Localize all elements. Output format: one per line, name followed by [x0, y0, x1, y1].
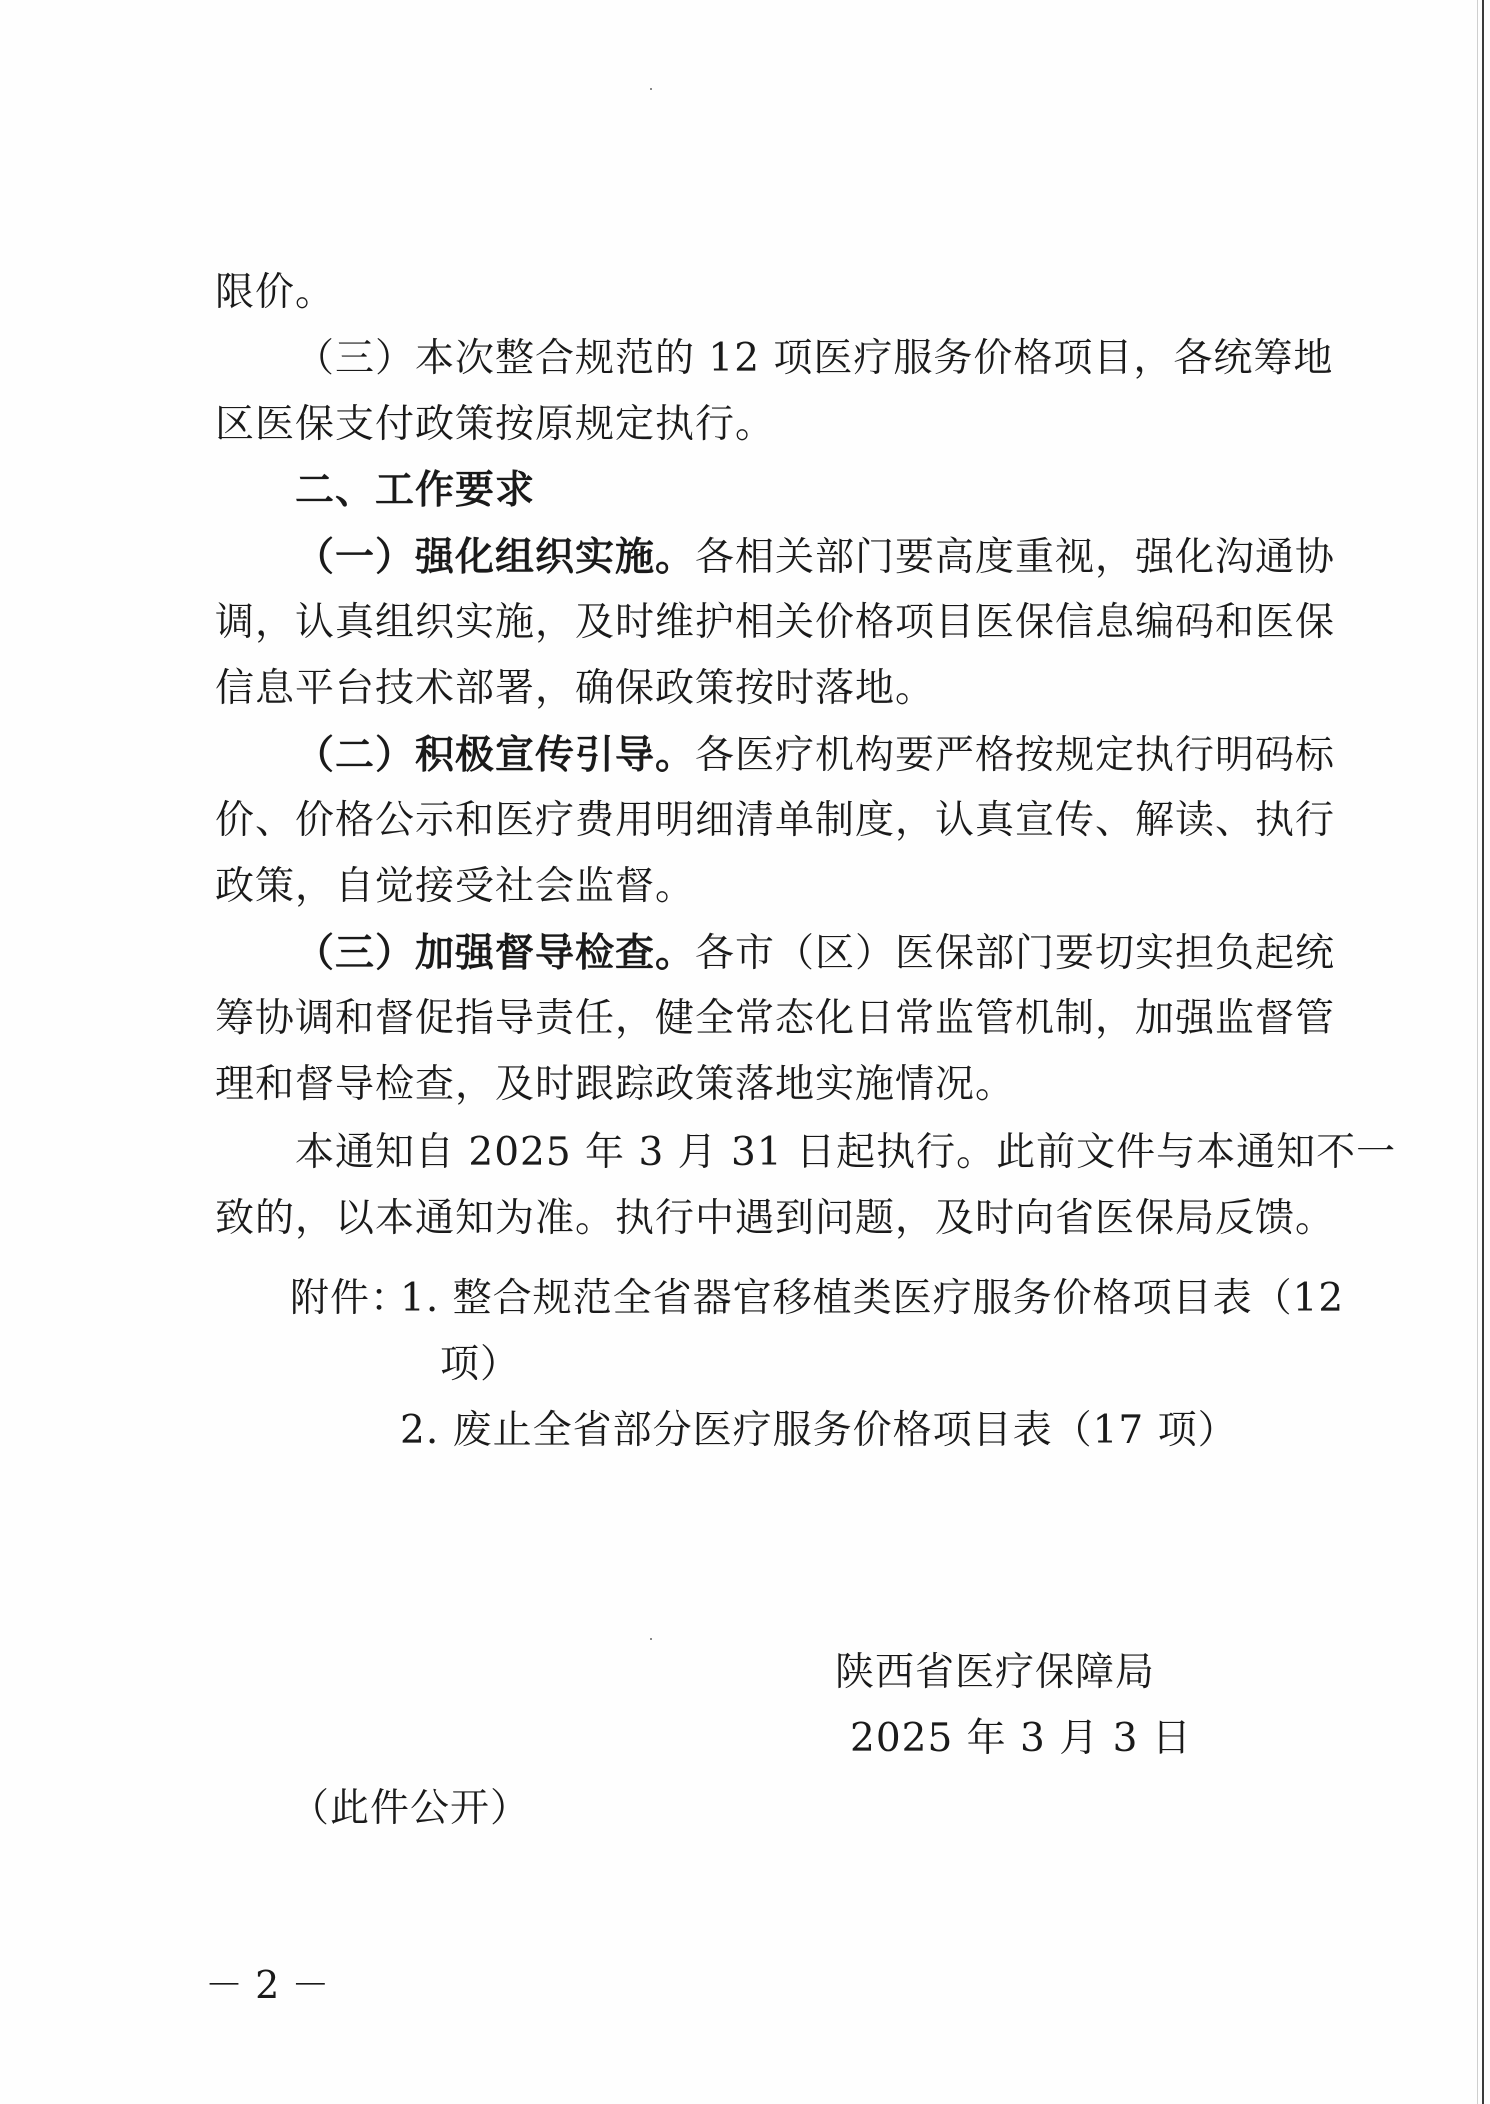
body-line: 致的，以本通知为准。执行中遇到问题，及时向省医保局反馈。	[215, 1196, 1336, 1241]
subsection-title: （三）加强督导检查。	[295, 930, 696, 976]
body-line: 限价。	[215, 270, 336, 315]
body-line: 筹协调和督促指导责任，健全常态化日常监管机制，加强监督管	[215, 996, 1336, 1041]
body-line: 区医保支付政策按原规定执行。	[215, 402, 776, 447]
subsection-text: 各市（区）医保部门要切实担负起统	[695, 931, 1336, 976]
body-line: 理和督导检查，及时跟踪政策落地实施情况。	[215, 1062, 1016, 1107]
page-number: － 2 －	[205, 1963, 330, 2007]
subsection-line	[295, 524, 1336, 591]
scan-speck	[650, 88, 652, 90]
attachment-item: 2. 废止全省部分医疗服务价格项目表（17 项）	[400, 1408, 1238, 1453]
subsection-title: （二）积极宣传引导。	[295, 732, 696, 778]
attachment-item: 1. 整合规范全省器官移植类医疗服务价格项目表（12	[400, 1276, 1345, 1321]
body-line: 政策，自觉接受社会监督。	[215, 864, 696, 909]
page-edge-line	[1482, 0, 1484, 2104]
subsection-text: 各医疗机构要严格按规定执行明码标	[695, 733, 1336, 778]
scan-speck	[650, 1638, 652, 1640]
issuer-name: 陕西省医疗保障局	[835, 1650, 1156, 1695]
page-edge-shadow	[1477, 0, 1478, 2104]
body-line: （三）本次整合规范的 12 项医疗服务价格项目，各统筹地	[295, 336, 1334, 381]
issue-date: 2025 年 3 月 3 日	[850, 1716, 1192, 1761]
body-line: 调，认真组织实施，及时维护相关价格项目医保信息编码和医保	[215, 600, 1336, 645]
body-line: 价、价格公示和医疗费用明细清单制度，认真宣传、解读、执行	[215, 798, 1336, 843]
subsection-text: 各相关部门要高度重视，强化沟通协	[695, 535, 1336, 580]
attachment-item-continued: 项）	[440, 1342, 521, 1387]
section-heading: 二、工作要求	[295, 468, 536, 513]
subsection-line	[295, 920, 1336, 987]
attachment-label: 附件：	[290, 1276, 411, 1321]
subsection-line	[295, 722, 1336, 789]
body-line: 信息平台技术部署，确保政策按时落地。	[215, 666, 936, 711]
disclosure-note: （此件公开）	[290, 1786, 531, 1831]
subsection-title: （一）强化组织实施。	[295, 534, 696, 580]
body-line: 本通知自 2025 年 3 月 31 日起执行。此前文件与本通知不一	[295, 1130, 1397, 1175]
